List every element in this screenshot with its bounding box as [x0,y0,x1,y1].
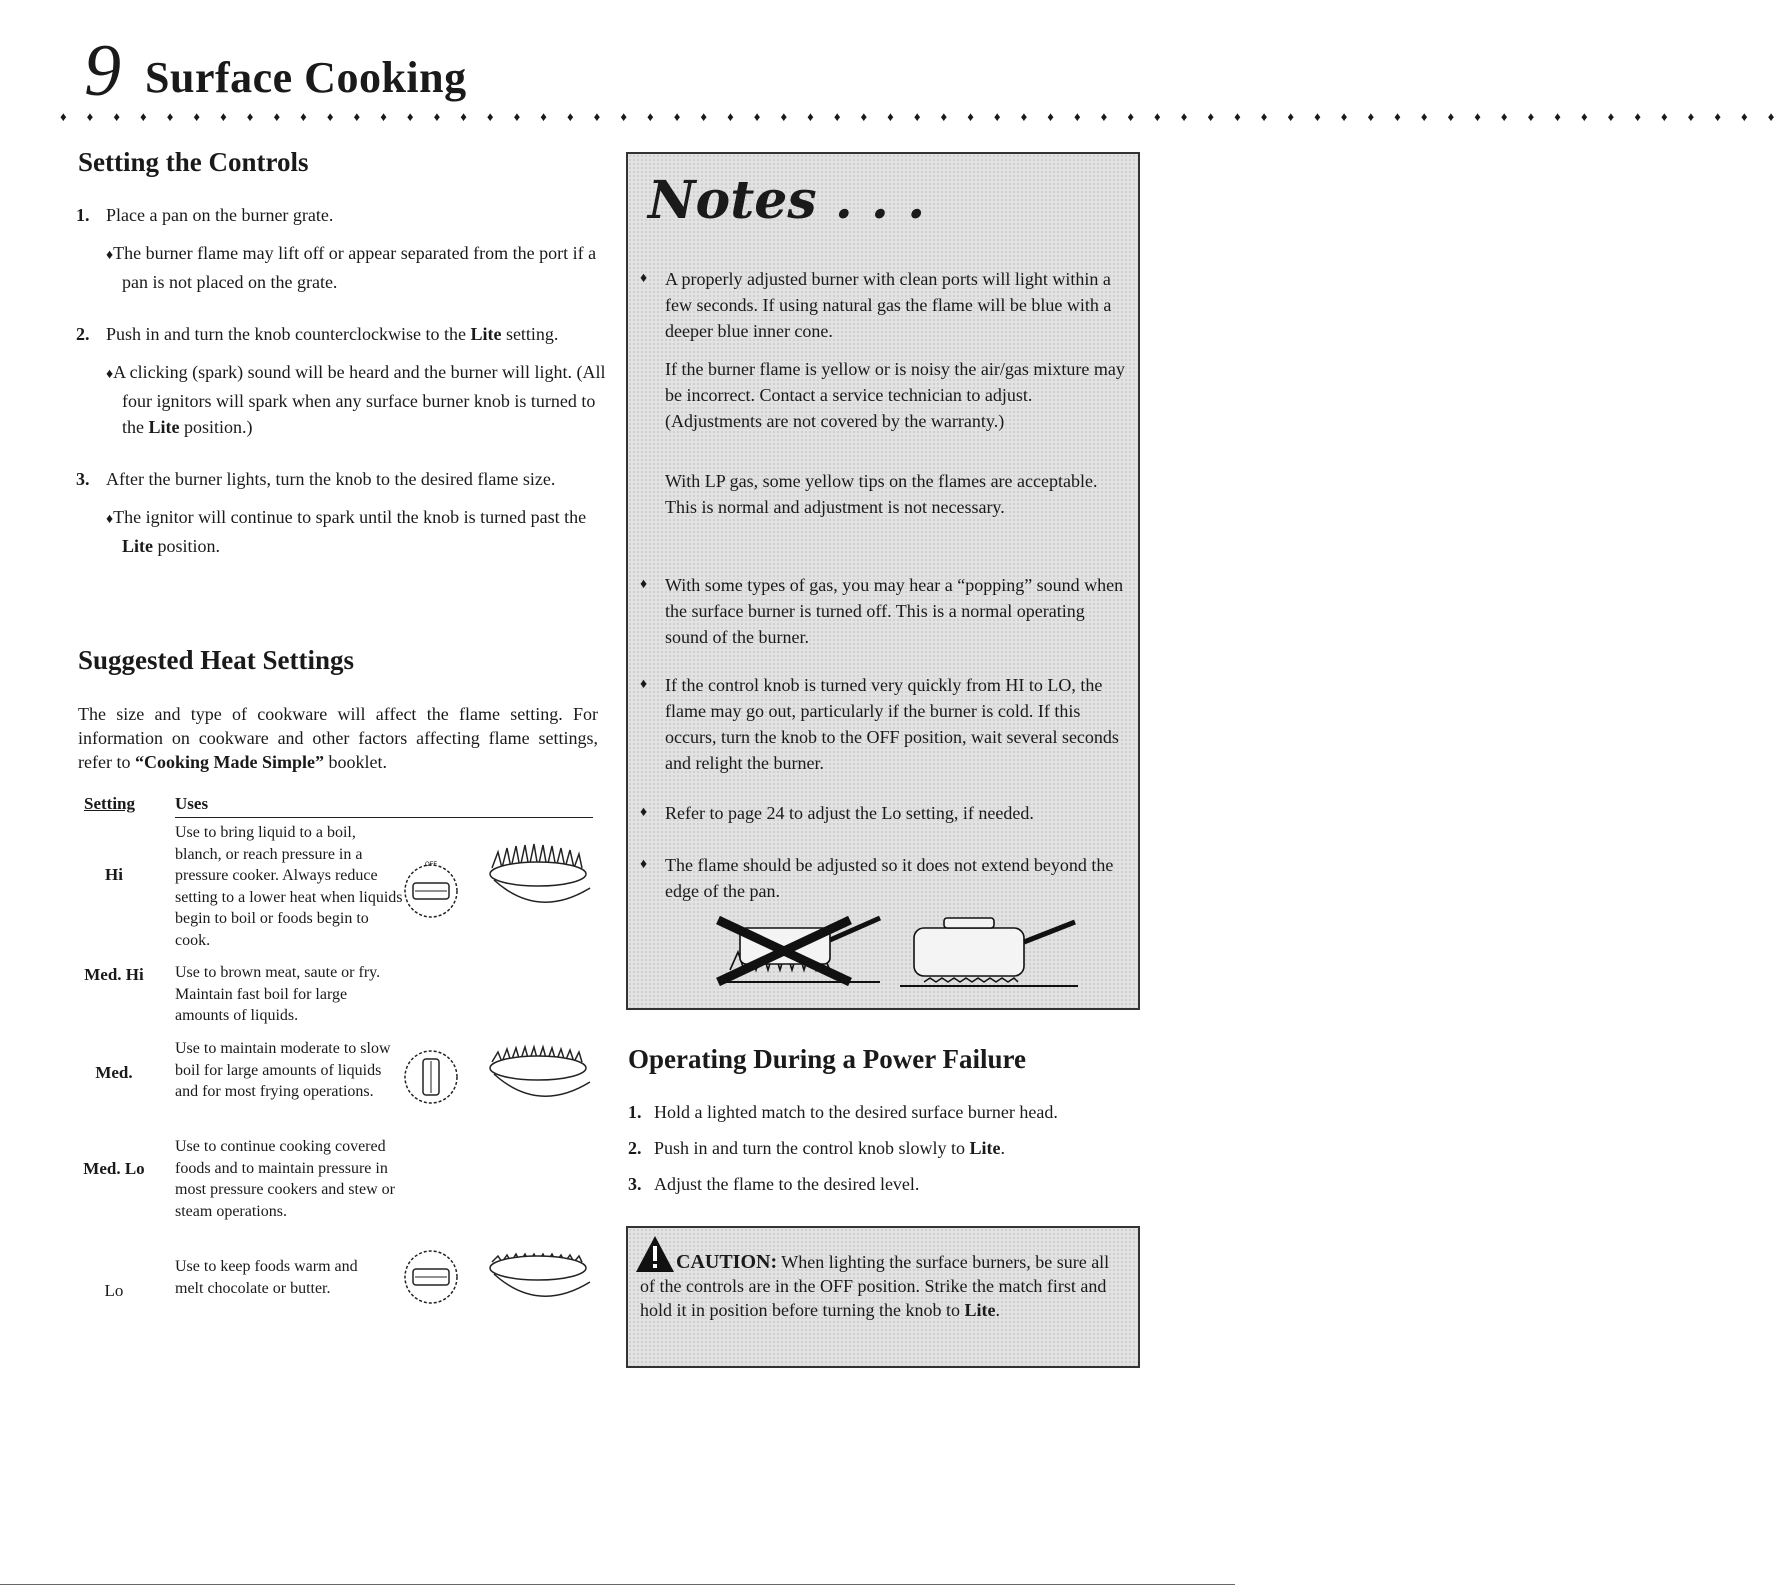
note-text: The flame should be adjusted so it does not extend beyond the edge of the pan. [665,855,1114,901]
diamond-icon: ♦ [640,271,648,286]
caution-lite: Lite [964,1300,996,1320]
uses-column-header: Uses [175,794,209,813]
wrong-pan-icon [718,918,880,982]
note-text: A clicking (spark) sound will be heard and the burner will light. (All four ignitors will spark when any surface burner knob is turned to the [113,362,606,437]
diamond-icon: ♦ [106,248,114,263]
note-text: A properly adjusted burner with clean ports will light within a few seconds. If using natural gas the flame will be blue with a deeper blue inner cone. [665,269,1112,341]
note-item [640,800,1125,826]
diamond-icon: ♦ [640,805,648,820]
page-number: 9 [84,30,121,112]
step-text: Hold a lighted match to the desired surface burner head. [654,1102,1058,1122]
step-text: Place a pan on the burner grate. [106,205,334,225]
setting-steps [76,202,606,577]
step-number: 2. [76,324,90,344]
caution-label: CAUTION: [676,1251,778,1273]
heat-table-header [78,794,593,818]
step-2 [76,321,606,440]
setting-name: Med. Lo [83,1159,145,1178]
header-rule [175,817,593,818]
note-text-bold: Lite [148,417,180,437]
setting-uses: Use to continue cooking covered foods and to maintain pressure in most pressure cookers and stew or steam operations. [175,1138,395,1220]
note-text-end: position.) [179,417,253,437]
step-number: 1. [628,1102,642,1122]
step-number: 3. [76,469,90,489]
step-text: Adjust the flame to the desired level. [654,1174,920,1194]
correct-pan-icon [900,918,1078,986]
setting-controls-heading: Setting the Controls [78,147,309,177]
burner-low-flame-icon [478,1234,598,1314]
note-item [640,572,1125,650]
step-number: 3. [628,1174,642,1194]
caution-text [640,1250,1128,1322]
note-item [640,852,1125,904]
note-text: The ignitor will continue to spark until the knob is turned past the [113,507,587,527]
note-text-bold: Lite [122,536,153,556]
step-text: After the burner lights, turn the knob to the desired flame size. [106,469,556,489]
note-text: Refer to page 24 to adjust the Lo setting, if needed. [665,803,1034,823]
knob-hi-icon [396,856,466,926]
note-item [640,356,1125,434]
diamond-icon: ♦ [106,512,114,527]
step-number: 2. [628,1138,642,1158]
step-number: 1. [76,205,90,225]
power-step-1 [628,1100,1188,1136]
step-text: Push in and turn the knob counterclockwise to the [106,324,471,344]
heat-row-lo [78,1256,598,1336]
caution-body: When lighting the surface burners, be sure all of the controls are in the OFF position. Strike the match first and hold it in position before turning the knob to [640,1252,1110,1320]
heat-row-hi [78,822,598,954]
step-note [106,504,606,559]
note-text: If the burner flame is yellow or is noisy the air/gas mixture may be incorrect. Contact a service technician to adjust. (Adjustments are not covered by the warranty.) [665,359,1125,431]
setting-uses: Use to bring liquid to a boil, blanch, or reach pressure in a pressure cooker. Always reduce setting to a lower heat when liquids begin to boil or foods begin to cook. [175,824,403,949]
note-text: If the control knob is turned very quickly from HI to LO, the flame may go out, particularly if the burner is cold. If this occurs, turn the knob to the OFF position, wait several seconds and relight the burner. [665,675,1119,773]
step-text: Push in and turn the control knob slowly to [654,1138,970,1158]
intro-booklet-title: “Cooking Made Simple” [134,752,324,772]
heat-row-med-hi [78,962,598,1032]
note-text: With some types of gas, you may hear a “popping” sound when the surface burner is turned off. This is a normal operating sound of the burner. [665,575,1124,647]
diamond-icon: ♦ [640,577,648,592]
diamond-icon: ♦ [640,677,648,692]
setting-uses: Use to brown meat, saute or fry. Maintain fast boil for large amounts of liquids. [175,964,381,1024]
note-text: The burner flame may lift off or appear separated from the port if a pan is not placed on the grate. [113,243,597,292]
pan-flame-illustration [700,910,1090,994]
step-3 [76,466,606,559]
step-1 [76,202,606,295]
power-step-2 [628,1136,1188,1172]
heat-settings-heading: Suggested Heat Settings [78,645,354,675]
setting-column-header: Setting [84,794,135,813]
note-text: With LP gas, some yellow tips on the flames are acceptable. This is normal and adjustment is not necessary. [665,471,1098,517]
heat-row-med-lo [78,1136,598,1248]
knob-label-off: OFF [425,862,437,868]
step-text-end: setting. [501,324,559,344]
note-text-end: position. [153,536,221,556]
note-item [640,672,1125,776]
bottom-rule [0,1584,1235,1585]
heat-row-med [78,1038,598,1128]
step-note [106,240,606,295]
knob-lo-icon [396,1242,466,1312]
step-text-end: . [1000,1138,1005,1158]
step-text-bold: Lite [969,1138,1001,1158]
note-item [640,266,1125,344]
setting-uses: Use to keep foods warm and melt chocolate or butter. [175,1258,358,1297]
burner-medium-flame-icon [478,1034,598,1114]
power-step-3 [628,1172,1188,1208]
intro-text-end: booklet. [324,752,387,772]
step-text-bold: Lite [470,324,502,344]
notes-title: Notes . . . [648,170,926,231]
caution-end: . [995,1300,1000,1320]
power-failure-heading: Operating During a Power Failure [628,1044,1026,1074]
intro-text: The size and type of cookware will affect the flame setting. For information on cookware and other factors affecting flame settings, refer to [78,704,598,772]
power-failure-steps [628,1100,1188,1208]
diamond-separator: ♦ ♦ ♦ ♦ ♦ ♦ ♦ ♦ ♦ ♦ ♦ ♦ ♦ ♦ ♦ ♦ ♦ ♦ ♦ ♦ ♦ ♦ ♦ ♦ ♦ ♦ ♦ ♦ ♦ ♦ ♦ ♦ ♦ ♦ ♦ ♦ ♦ ♦ ♦ ♦ ♦ ♦ ♦ ♦ ♦ ♦ ♦ ♦ ♦ ♦ ♦ ♦ ♦ ♦ ♦ ♦ ♦ ♦ ♦ ♦ ♦ ♦ ♦ ♦ ♦ [60,109,1783,124]
burner-high-flame-icon [478,840,598,920]
setting-name: Med. Hi [84,965,144,984]
note-item [640,468,1125,520]
setting-name: Hi [105,865,123,884]
diamond-icon: ♦ [106,367,114,382]
page-title: Surface Cooking [145,53,467,102]
setting-uses: Use to maintain moderate to slow boil for large amounts of liquids and for most frying operations. [175,1040,391,1100]
heat-settings-intro [78,702,598,774]
step-note [106,359,606,440]
setting-name: Lo [104,1281,124,1300]
knob-med-icon [396,1042,466,1112]
setting-name: Med. [95,1063,133,1082]
diamond-icon: ♦ [640,857,648,872]
